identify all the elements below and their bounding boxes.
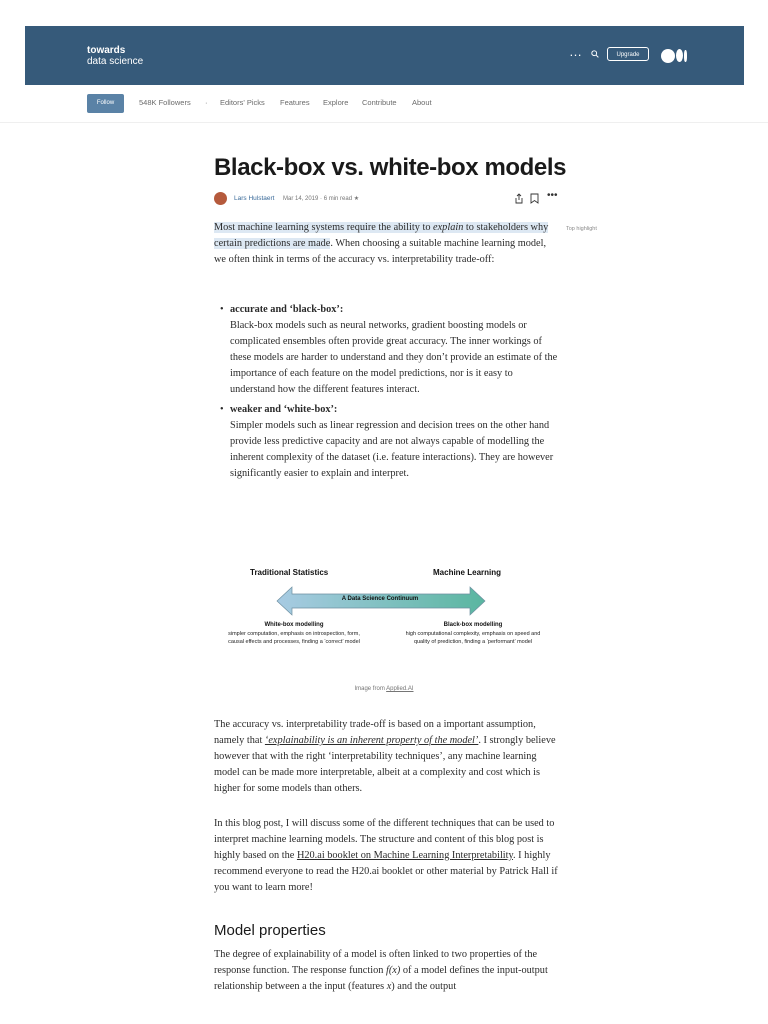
inline-link[interactable]: ‘explainability is an inherent property of the model’	[264, 735, 479, 746]
h2o-booklet-link[interactable]: H20.ai booklet on Machine Learning Interpretability	[296, 850, 514, 861]
continuum-figure[interactable]	[214, 560, 554, 700]
bullet-heading: weaker and ‘white-box’:	[230, 404, 338, 415]
bullet-text: Black-box models such as neural networks, gradient boosting models or complicated ensembles often provide great accuracy. The inner workings of these models are harder to understand and they don’t provide an estimate of the importance of each feature on the model predictions, nor is it easy to understand how the different features interact.	[230, 320, 558, 395]
bullet-heading: accurate and ‘black-box’:	[230, 304, 344, 315]
intro-paragraph: Most machine learning systems require the ability to explain to stakeholders why certain predictions are made. When choosing a suitable machine learning model, we often think in terms of the accuracy vs. interpretability trade-off:	[214, 222, 549, 265]
followers-count[interactable]: 548K Followers	[139, 98, 191, 107]
publication-header	[25, 26, 744, 85]
author-avatar[interactable]	[214, 192, 227, 205]
list-item	[214, 402, 559, 482]
black-box-heading: Black-box modelling	[443, 622, 503, 628]
nav-separator: ·	[205, 98, 208, 107]
article-title: Black-box vs. white-box models	[214, 154, 567, 181]
white-box-text: simpler computation, emphasis on introspection, form, causal effects and processes, finding a ‘correct’ model	[228, 631, 360, 645]
publication-nav	[0, 86, 768, 123]
publication-logo[interactable]	[87, 46, 143, 67]
nav-item-contribute[interactable]: Contribute	[362, 98, 397, 107]
medium-logo-icon[interactable]	[661, 47, 687, 61]
bullet-dot: •	[220, 304, 224, 315]
nav-item-editors-picks[interactable]: Editors' Picks	[220, 98, 265, 107]
upgrade-button[interactable]: Upgrade	[607, 47, 649, 61]
post-meta: Mar 14, 2019 · 6 min read ★	[283, 196, 360, 202]
list-item	[214, 302, 559, 398]
figure-caption: Image from Applied.AI	[354, 686, 414, 692]
more-menu-icon[interactable]: …	[569, 44, 582, 59]
share-icon[interactable]	[514, 193, 524, 204]
page-fade	[0, 1000, 768, 1024]
bookmark-icon[interactable]	[530, 193, 539, 204]
follow-button[interactable]: Follow	[87, 94, 124, 113]
more-actions-icon[interactable]: •••	[547, 190, 558, 201]
section-heading: Model properties	[214, 922, 326, 939]
figure-right-label: Machine Learning	[433, 568, 502, 577]
byline	[214, 190, 558, 206]
brand-line1: towards	[87, 45, 126, 56]
arrow-label: A Data Science Continuum	[341, 596, 419, 602]
paragraph: The accuracy vs. interpretability trade-off is based on a important assumption, namely that ‘explainability is an inherent property of the model’. I strongly believe however that with the right ‘interpretability techniques’, any machine learning model can be made more interpretable, albeit at a complexity and cost which is higher for some models than others.	[214, 719, 556, 794]
nav-item-features[interactable]: Features	[280, 98, 310, 107]
paragraph: The degree of explainability of a model is often linked to two properties of the response function. The response function f(x) of a model defines the input-output relationship between a the input (features x) and the output	[214, 949, 548, 992]
nav-item-about[interactable]: About	[412, 98, 432, 107]
caption-link[interactable]: Applied.AI	[386, 686, 414, 692]
highlighted-text: Most machine learning systems require the ability to explain to stakeholders why certain predictions are made	[214, 222, 549, 249]
white-box-heading: White-box modelling	[264, 622, 324, 628]
search-icon[interactable]	[591, 50, 599, 58]
model-type-list	[214, 302, 559, 486]
black-box-text: high computational complexity, emphasis on speed and quality of prediction, finding a ‘performant’ model	[405, 631, 541, 645]
bullet-text: Simpler models such as linear regression and decision trees on the other hand provide less predictive capacity and are not always capable of modelling the inherent complexity of the dataset (i.e. feature interactions). They are however significantly easier to explain and interpret.	[230, 420, 554, 479]
brand-line2: data science	[87, 56, 144, 67]
nav-item-explore[interactable]: Explore	[323, 98, 349, 107]
paragraph: In this blog post, I will discuss some of the different techniques that can be used to interpret machine learning models. The structure and content of this blog post is highly based on the H20.ai booklet on Machine Learning Interpretability. I highly recommend everyone to read the H20.ai booklet or other material by Patrick Hall if you want to learn more!	[214, 818, 558, 893]
bullet-dot: •	[220, 404, 224, 415]
figure-left-label: Traditional Statistics	[250, 568, 329, 577]
author-name[interactable]: Lars Hulstaert	[234, 195, 275, 202]
top-highlight-note: Top highlight	[566, 226, 597, 232]
